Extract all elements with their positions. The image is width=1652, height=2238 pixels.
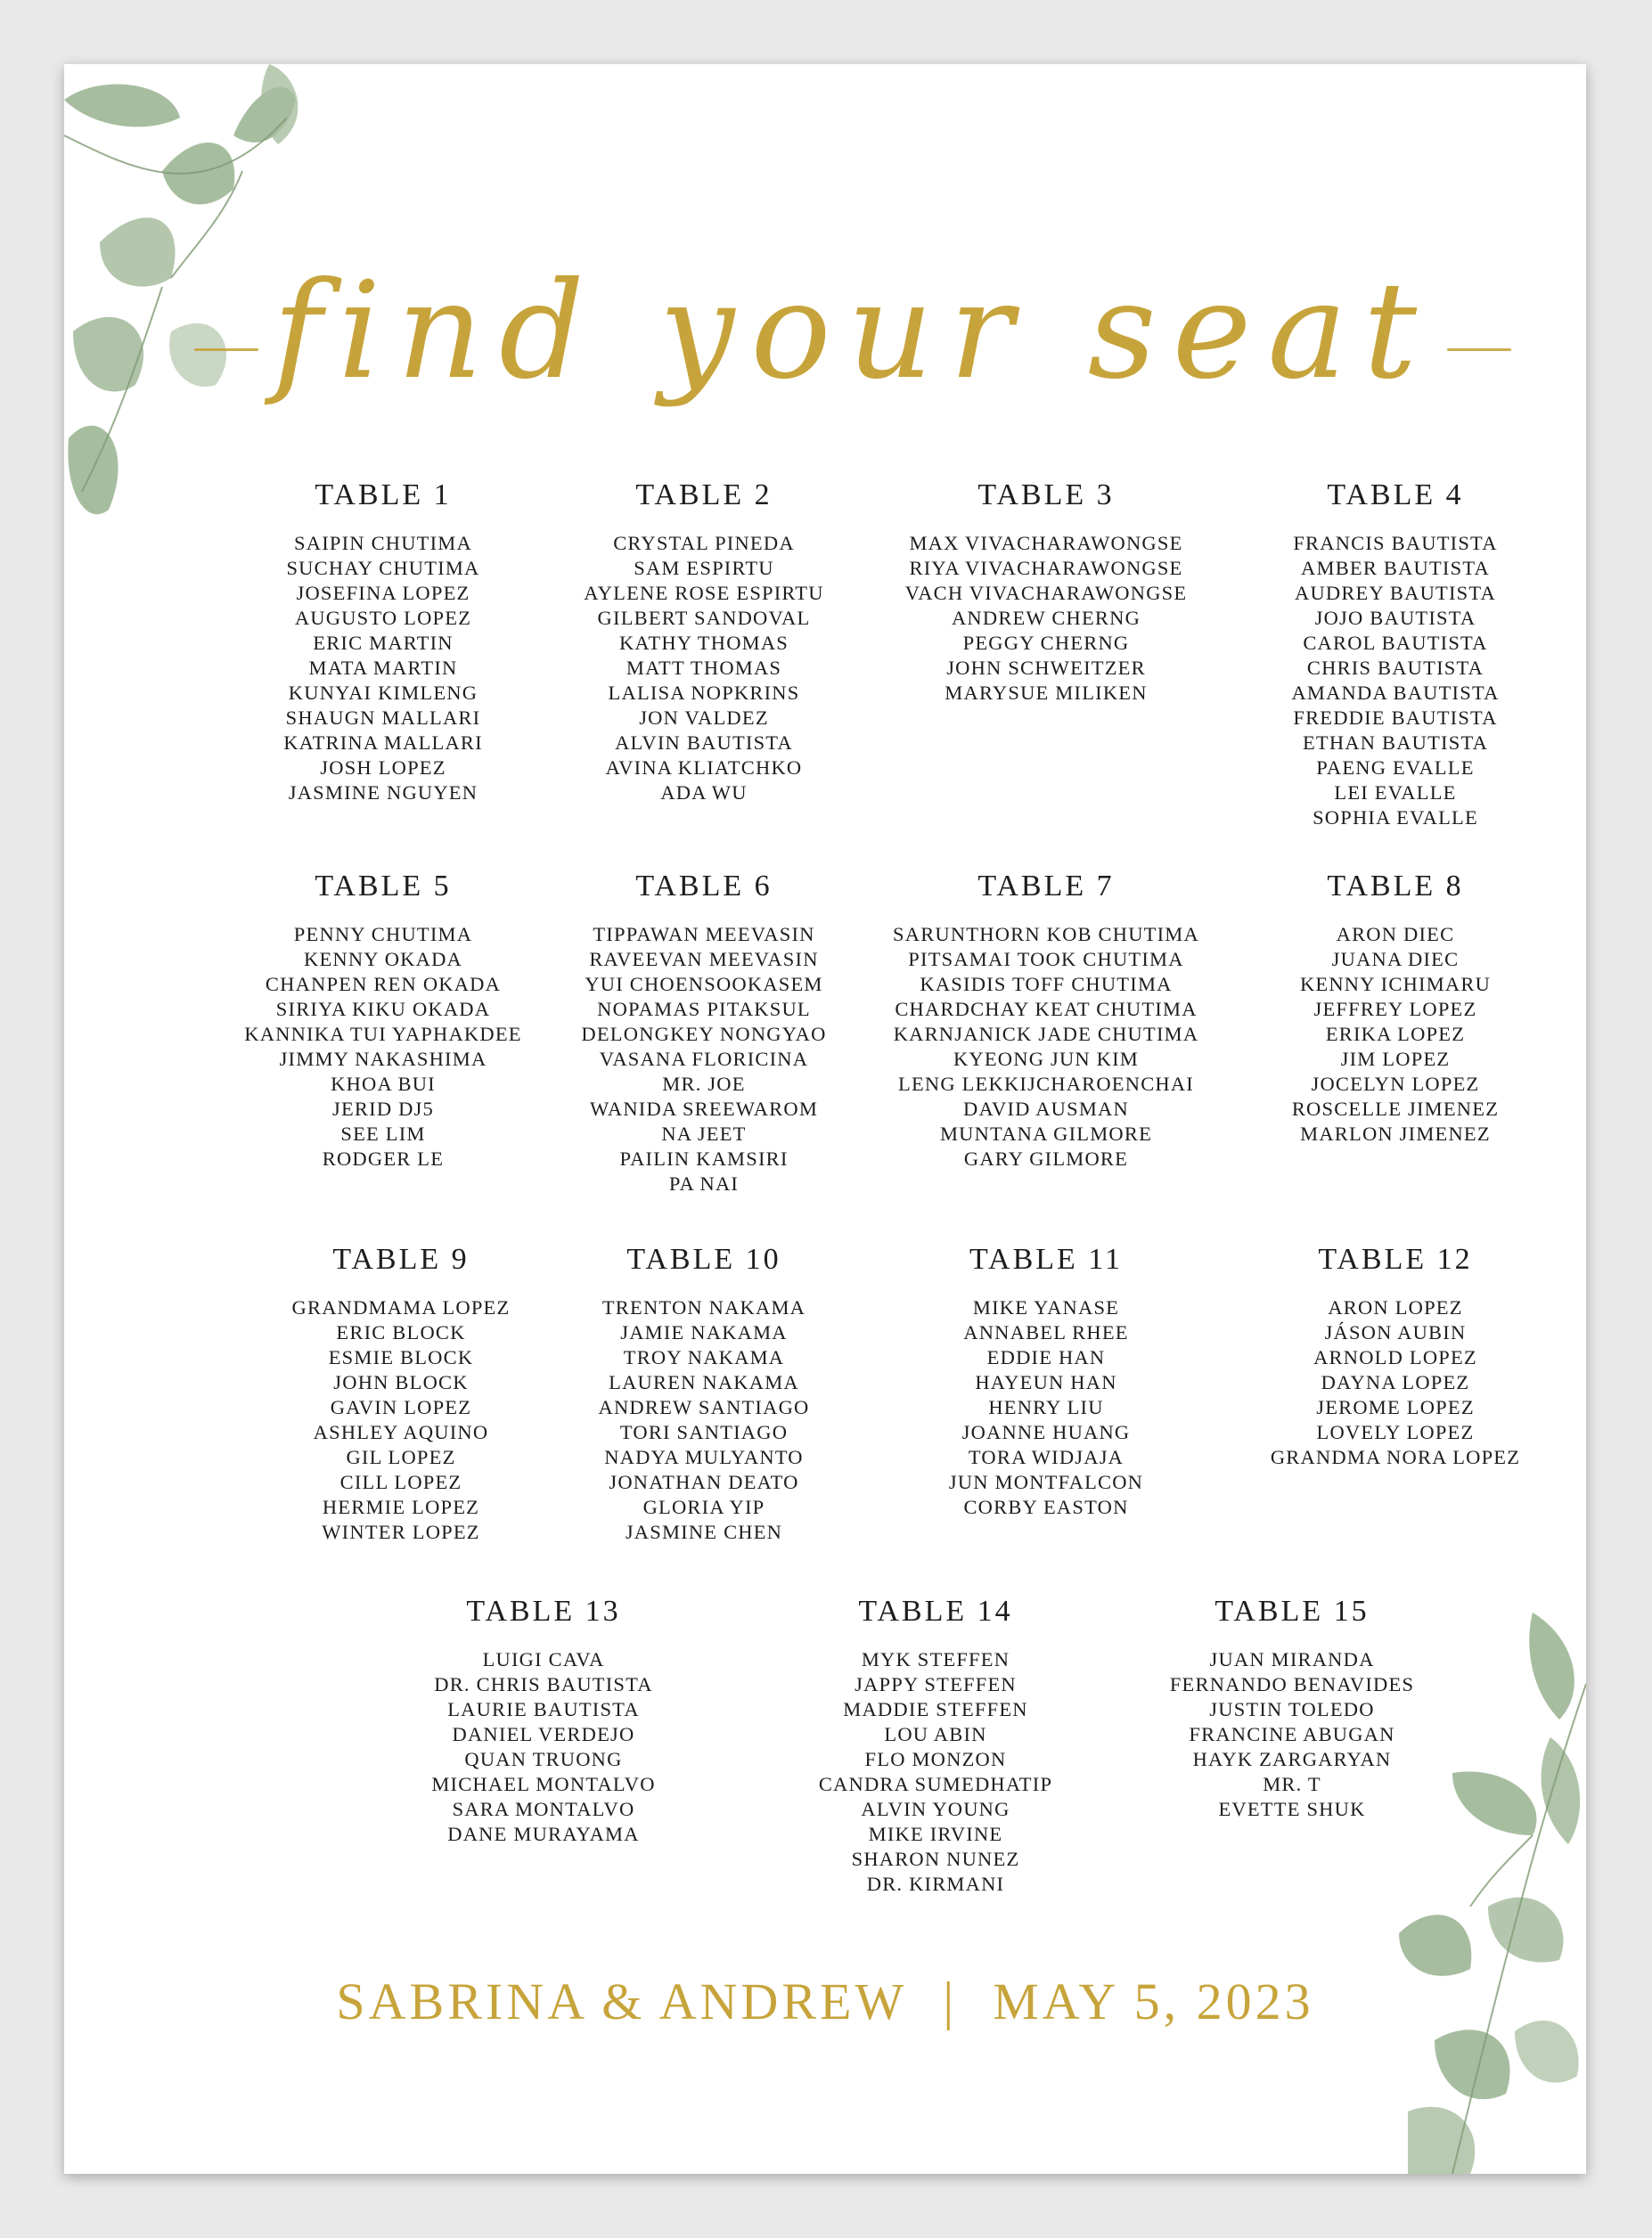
guest-name: KARNJANICK JADE CHUTIMA — [893, 1023, 1199, 1045]
guest-name: DR. KIRMANI — [866, 1873, 1005, 1895]
guest-name: JUANA DIEC — [1331, 948, 1460, 970]
guest-name: GRANDMA NORA LOPEZ — [1270, 1446, 1521, 1468]
guest-name: LENG LEKKIJCHAROENCHAI — [898, 1073, 1194, 1095]
guest-name: SHAUGN MALLARI — [285, 707, 481, 729]
guest-name: MARLON JIMENEZ — [1300, 1123, 1491, 1145]
guest-name: ROSCELLE JIMENEZ — [1291, 1098, 1500, 1120]
guest-name: CANDRA SUMEDHATIP — [818, 1773, 1053, 1795]
guest-name: JOSEFINA LOPEZ — [296, 582, 470, 604]
guest-name: MATA MARTIN — [308, 657, 458, 679]
guest-name: MYK STEFFEN — [861, 1648, 1010, 1670]
table-heading: TABLE 1 — [315, 478, 452, 511]
guest-name: MADDIE STEFFEN — [843, 1698, 1028, 1720]
guest-name: ALVIN YOUNG — [861, 1798, 1010, 1820]
guest-name: MIKE YANASE — [972, 1296, 1120, 1319]
guest-name: WINTER LOPEZ — [322, 1521, 480, 1543]
footer-divider: | — [943, 1972, 958, 2030]
guest-name: JAMIE NAKAMA — [620, 1321, 788, 1344]
guest-name: KATHY THOMAS — [618, 632, 789, 654]
guest-name: LALISA NOPKRINS — [608, 682, 800, 704]
guest-name: JOCELYN LOPEZ — [1311, 1073, 1480, 1095]
guest-name: VACH VIVACHARAWONGSE — [904, 582, 1188, 604]
table-heading: TABLE 13 — [466, 1595, 621, 1628]
table-heading: TABLE 6 — [635, 870, 773, 903]
footer — [64, 1971, 1586, 2032]
guest-name: LAUREN NAKAMA — [609, 1371, 799, 1393]
guest-name: RAVEEVAN MEEVASIN — [589, 948, 819, 970]
guest-name: MATT THOMAS — [626, 657, 782, 679]
guest-name: ARON LOPEZ — [1328, 1296, 1463, 1319]
guest-name: TROY NAKAMA — [623, 1346, 785, 1368]
guest-name: ANDREW CHERNG — [951, 607, 1141, 629]
guest-name: KENNY ICHIMARU — [1299, 973, 1492, 995]
guest-name: SUCHAY CHUTIMA — [286, 557, 480, 579]
table-block — [859, 869, 1233, 1172]
guest-name: GRANDMAMA LOPEZ — [291, 1296, 511, 1319]
guest-name: ADA WU — [660, 781, 748, 804]
guest-name: AVINA KLIATCHKO — [605, 756, 803, 779]
guest-name: DAYNA LOPEZ — [1321, 1371, 1470, 1393]
guest-name: ETHAN BAUTISTA — [1302, 731, 1489, 754]
table-heading: TABLE 8 — [1327, 870, 1464, 903]
title-text: find your seat — [272, 254, 1434, 409]
guest-name: KENNY OKADA — [304, 948, 462, 970]
guest-name: YUI CHOENSOOKASEM — [585, 973, 823, 995]
table-block — [859, 1242, 1233, 1520]
guest-name: QUAN TRUONG — [464, 1748, 623, 1770]
guest-name: JASMINE NGUYEN — [288, 781, 478, 804]
guest-name: ERIKA LOPEZ — [1325, 1023, 1466, 1045]
guest-name: FREDDIE BAUTISTA — [1293, 707, 1498, 729]
guest-name: AMANDA BAUTISTA — [1291, 682, 1500, 704]
guest-name: FLO MONZON — [864, 1748, 1007, 1770]
guest-name: SOPHIA EVALLE — [1313, 806, 1478, 829]
guest-name: SAM ESPIRTU — [634, 557, 774, 579]
guest-name: ALVIN BAUTISTA — [615, 731, 793, 754]
guest-name: DANE MURAYAMA — [447, 1823, 640, 1845]
guest-name: EDDIE HAN — [986, 1346, 1106, 1368]
guest-name: JONATHAN DEATO — [609, 1471, 799, 1493]
couple-names: SABRINA & ANDREW — [336, 1973, 908, 2030]
title-swash-right — [1447, 348, 1511, 351]
guest-name: FRANCIS BAUTISTA — [1293, 532, 1498, 554]
guest-name: ARON DIEC — [1336, 923, 1455, 945]
guest-name: ARNOLD LOPEZ — [1313, 1346, 1477, 1368]
guest-name: MR. JOE — [662, 1073, 746, 1095]
guest-name: WANIDA SREEWAROM — [589, 1098, 819, 1120]
guest-name: JUSTIN TOLEDO — [1209, 1698, 1375, 1720]
guest-name: KATRINA MALLARI — [283, 731, 483, 754]
guest-name: SAIPIN CHUTIMA — [294, 532, 472, 554]
guest-name: JOANNE HUANG — [961, 1421, 1131, 1443]
guest-name: MARYSUE MILIKEN — [945, 682, 1148, 704]
guest-name: AMBER BAUTISTA — [1301, 557, 1490, 579]
guest-name: MIKE IRVINE — [868, 1823, 1003, 1845]
table-block — [196, 478, 570, 805]
guest-name: SHARON NUNEZ — [851, 1848, 1020, 1870]
table-block — [517, 478, 891, 805]
guest-name: ANDREW SANTIAGO — [598, 1396, 810, 1418]
guest-name: GIL LOPEZ — [346, 1446, 456, 1468]
guest-name: JOJO BAUTISTA — [1314, 607, 1476, 629]
guest-name: NADYA MULYANTO — [604, 1446, 804, 1468]
guest-name: CORBY EASTON — [963, 1496, 1129, 1518]
guest-name: CHRIS BAUTISTA — [1306, 657, 1484, 679]
guest-name: SIRIYA KIKU OKADA — [275, 998, 491, 1020]
guest-name: NOPAMAS PITAKSUL — [597, 998, 811, 1020]
table-block — [196, 869, 570, 1172]
guest-name: LAURIE BAUTISTA — [447, 1698, 640, 1720]
guest-name: JOHN BLOCK — [333, 1371, 469, 1393]
guest-name: CHARDCHAY KEAT CHUTIMA — [895, 998, 1198, 1020]
guest-name: JÁSON AUBIN — [1324, 1321, 1467, 1344]
guest-name: HERMIE LOPEZ — [322, 1496, 480, 1518]
guest-name: CILL LOPEZ — [339, 1471, 462, 1493]
guest-name: LOVELY LOPEZ — [1316, 1421, 1475, 1443]
guest-name: LOU ABIN — [884, 1723, 987, 1745]
guest-name: HAYEUN HAN — [975, 1371, 1117, 1393]
guest-name: ASHLEY AQUINO — [313, 1421, 489, 1443]
guest-name: GARY GILMORE — [963, 1148, 1129, 1170]
guest-name: MAX VIVACHARAWONGSE — [909, 532, 1183, 554]
guest-name: ERIC BLOCK — [336, 1321, 466, 1344]
guest-name: AUDREY BAUTISTA — [1295, 582, 1496, 604]
guest-name: AUGUSTO LOPEZ — [294, 607, 472, 629]
guest-name: HENRY LIU — [988, 1396, 1104, 1418]
guest-name: LEI EVALLE — [1334, 781, 1457, 804]
guest-name: GILBERT SANDOVAL — [597, 607, 811, 629]
guest-name: CAROL BAUTISTA — [1303, 632, 1488, 654]
guest-name: TORA WIDJAJA — [968, 1446, 1125, 1468]
guest-name: MICHAEL MONTALVO — [431, 1773, 656, 1795]
guest-name: RIYA VIVACHARAWONGSE — [909, 557, 1183, 579]
guest-name: DELONGKEY NONGYAO — [581, 1023, 827, 1045]
guest-name: VASANA FLORICINA — [599, 1048, 809, 1070]
table-heading: TABLE 4 — [1327, 478, 1464, 511]
table-heading: TABLE 15 — [1214, 1595, 1370, 1628]
guest-name: KYEONG JUN KIM — [953, 1048, 1140, 1070]
guest-name: JEFFREY LOPEZ — [1313, 998, 1477, 1020]
guest-name: JON VALDEZ — [639, 707, 769, 729]
table-block — [1105, 1594, 1479, 1822]
guest-name: ERIC MARTIN — [313, 632, 454, 654]
table-heading: TABLE 10 — [626, 1243, 781, 1276]
guest-name: SARA MONTALVO — [452, 1798, 635, 1820]
guest-name: JIM LOPEZ — [1340, 1048, 1451, 1070]
guest-name: ANNABEL RHEE — [963, 1321, 1129, 1344]
guest-name: KASIDIS TOFF CHUTIMA — [920, 973, 1173, 995]
guest-name: JASMINE CHEN — [625, 1521, 783, 1543]
guest-name: FERNANDO BENAVIDES — [1169, 1673, 1415, 1695]
table-heading: TABLE 11 — [969, 1243, 1124, 1276]
table-block — [748, 1594, 1123, 1897]
table-block — [517, 1242, 891, 1545]
table-heading: TABLE 7 — [977, 870, 1115, 903]
guest-name: JOHN SCHWEITZER — [946, 657, 1146, 679]
title-swash-left — [194, 348, 258, 351]
guest-name: DANIEL VERDEJO — [452, 1723, 635, 1745]
table-block — [517, 869, 891, 1197]
table-heading: TABLE 5 — [315, 870, 452, 903]
guest-name: GLORIA YIP — [642, 1496, 765, 1518]
table-block — [1208, 869, 1582, 1147]
guest-name: PITSAMAI TOOK CHUTIMA — [908, 948, 1184, 970]
guest-name: KANNIKA TUI YAPHAKDEE — [244, 1023, 522, 1045]
guest-name: JAPPY STEFFEN — [855, 1673, 1017, 1695]
guest-name: DAVID AUSMAN — [963, 1098, 1129, 1120]
guest-name: JERID DJ5 — [332, 1098, 434, 1120]
guest-name: MUNTANA GILMORE — [939, 1123, 1153, 1145]
guest-name: JIMMY NAKASHIMA — [279, 1048, 487, 1070]
table-block — [1208, 1242, 1582, 1470]
guest-name: JOSH LOPEZ — [320, 756, 446, 779]
guest-name: LUIGI CAVA — [482, 1648, 605, 1670]
page-title — [180, 198, 1525, 465]
table-block — [859, 478, 1233, 706]
guest-name: PENNY CHUTIMA — [293, 923, 473, 945]
table-heading: TABLE 9 — [332, 1243, 470, 1276]
guest-name: SARUNTHORN KOB CHUTIMA — [893, 923, 1199, 945]
guest-name: PAENG EVALLE — [1316, 756, 1475, 779]
guest-name: JUN MONTFALCON — [948, 1471, 1144, 1493]
table-block — [1208, 478, 1582, 830]
guest-name: KHOA BUI — [331, 1073, 436, 1095]
guest-name: PAILIN KAMSIRI — [619, 1148, 789, 1170]
table-heading: TABLE 3 — [977, 478, 1115, 511]
guest-name: ESMIE BLOCK — [328, 1346, 474, 1368]
guest-name: CHANPEN REN OKADA — [265, 973, 502, 995]
guest-name: AYLENE ROSE ESPIRTU — [584, 582, 824, 604]
guest-name: CRYSTAL PINEDA — [613, 532, 795, 554]
wedding-date: MAY 5, 2023 — [993, 1973, 1314, 2030]
table-heading: TABLE 14 — [858, 1595, 1013, 1628]
guest-name: SEE LIM — [340, 1123, 426, 1145]
guest-name: JEROME LOPEZ — [1316, 1396, 1475, 1418]
guest-name: TORI SANTIAGO — [619, 1421, 789, 1443]
guest-name: DR. CHRIS BAUTISTA — [434, 1673, 653, 1695]
guest-name: JUAN MIRANDA — [1209, 1648, 1375, 1670]
guest-name: PA NAI — [668, 1172, 740, 1195]
seating-chart-card — [64, 64, 1586, 2174]
guest-name: TRENTON NAKAMA — [601, 1296, 806, 1319]
guest-name: KUNYAI KIMLENG — [288, 682, 478, 704]
guest-name: GAVIN LOPEZ — [330, 1396, 472, 1418]
guest-name: RODGER LE — [322, 1148, 445, 1170]
guest-name: PEGGY CHERNG — [962, 632, 1130, 654]
guest-name: NA JEET — [661, 1123, 747, 1145]
table-heading: TABLE 2 — [635, 478, 773, 511]
guest-name: FRANCINE ABUGAN — [1189, 1723, 1395, 1745]
table-heading: TABLE 12 — [1318, 1243, 1473, 1276]
guest-name: HAYK ZARGARYAN — [1192, 1748, 1392, 1770]
guest-name: TIPPAWAN MEEVASIN — [593, 923, 815, 945]
table-block — [356, 1594, 731, 1847]
guest-name: EVETTE SHUK — [1218, 1798, 1366, 1820]
guest-name: MR. T — [1263, 1773, 1321, 1795]
